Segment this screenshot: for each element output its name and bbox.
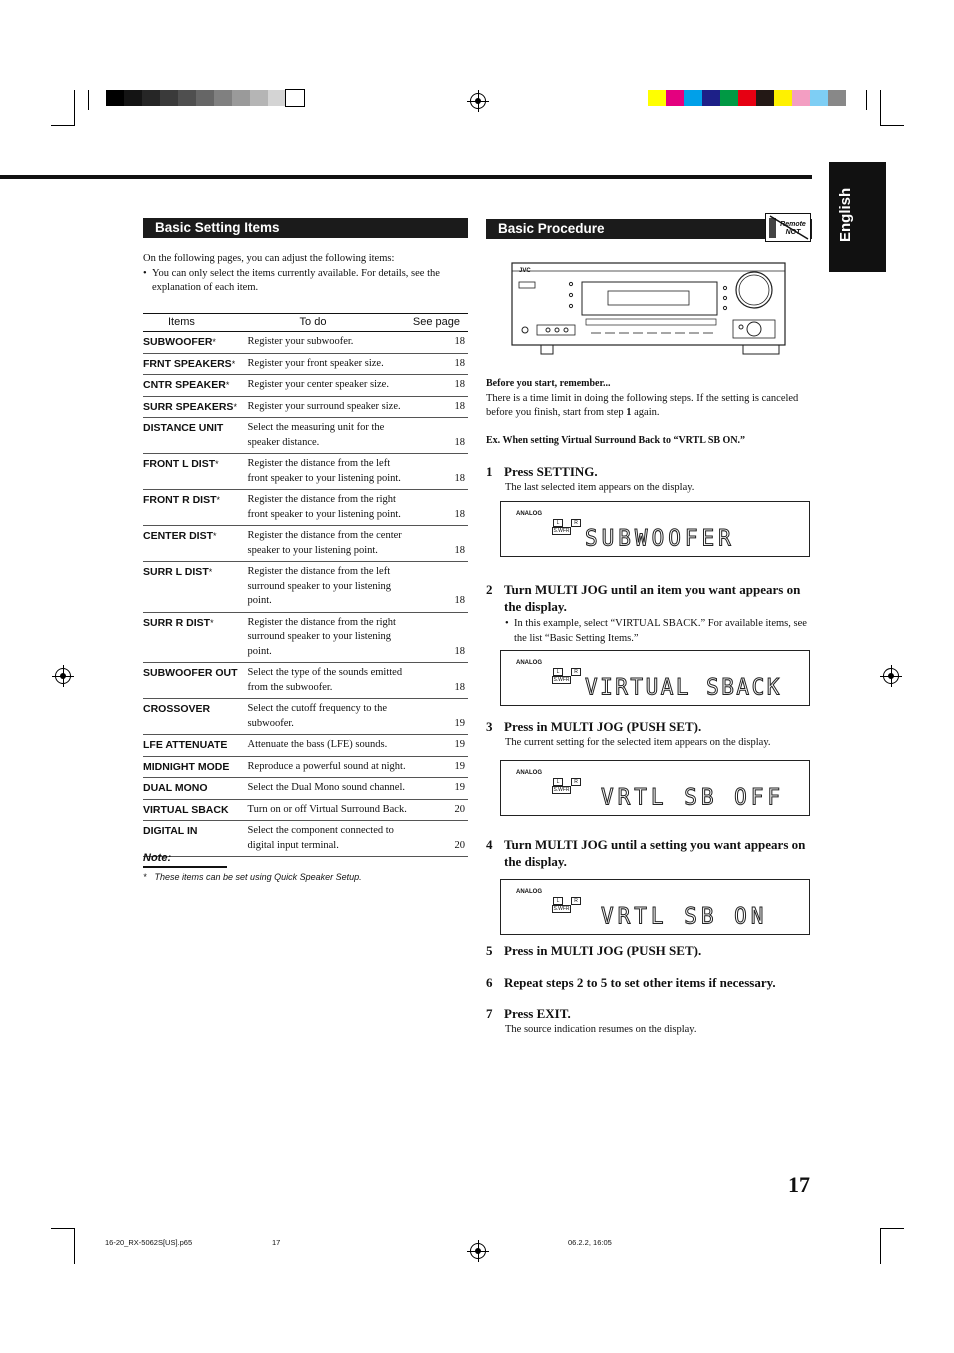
step-description-text: In this example, select “VIRTUAL SBACK.” For available items, see the list “Basic Setting Items.”	[514, 618, 807, 644]
footer-page: 17	[272, 1238, 281, 1247]
footer-date: 06.2.2, 16:05	[568, 1238, 612, 1247]
footer-file: 16-20_RX-5062S[US].p65	[105, 1238, 193, 1247]
step-description: • In this example, select “VIRTUAL SBACK.” For available items, see the list “Basic Setting Items.”	[486, 616, 812, 646]
display-readout: VRTL SB ON	[601, 903, 768, 929]
row-page-cell: 20	[413, 799, 468, 821]
r-indicator: R	[571, 668, 581, 676]
crop-mark	[88, 90, 89, 110]
crop-mark	[51, 1228, 75, 1229]
row-item-cell	[143, 562, 248, 613]
item-name: FRONT R DIST	[143, 494, 217, 506]
step-title: Turn MULTI JOG until a setting you want appears on the display.	[504, 837, 806, 869]
analog-indicator: ANALOG	[516, 770, 542, 776]
note-label: Note:	[143, 852, 172, 864]
note-text: * These items can be set using Quick Speaker Setup.	[143, 872, 362, 882]
table-row	[143, 418, 468, 454]
asterisk-icon: *	[213, 531, 217, 541]
row-page-cell: 18	[413, 490, 468, 526]
row-page-cell: 18	[413, 375, 468, 397]
swfr-indicator: S.WFR	[553, 528, 570, 534]
color-swatch	[810, 90, 828, 106]
before-text-part: There is a time limit in doing the following steps. If the setting is canceled before you finish, start from step	[486, 392, 799, 418]
color-swatch	[684, 90, 702, 106]
row-page-cell: 19	[413, 756, 468, 778]
color-swatch	[792, 90, 810, 106]
color-swatch	[160, 90, 178, 106]
display-readout: VRTL SB OFF	[601, 784, 785, 810]
row-page-cell: 18	[413, 396, 468, 418]
registration-mark-icon	[470, 93, 486, 109]
intro-text	[143, 252, 468, 296]
step-number: 1	[486, 464, 493, 479]
swfr-indicator: S.WFR	[553, 787, 570, 793]
color-swatch	[142, 90, 160, 106]
header-todo: To do	[248, 314, 413, 332]
display-panel	[500, 650, 810, 706]
asterisk-icon: *	[210, 617, 214, 628]
table-row	[143, 699, 468, 735]
step-title: Repeat steps 2 to 5 to set other items if necessary.	[504, 975, 776, 990]
table-row	[143, 735, 468, 757]
step-description: The source indication resumes on the display.	[505, 1024, 697, 1035]
color-swatch	[232, 90, 250, 106]
item-name: SUBWOOFER	[143, 336, 213, 348]
remote-not-badge	[765, 213, 811, 242]
row-todo-cell: Register the distance from the right surround speaker to your listening point.	[248, 612, 413, 663]
row-todo-cell: Register your subwoofer.	[248, 332, 413, 354]
swfr-indicator: S.WFR	[553, 906, 570, 912]
asterisk-icon: *	[208, 567, 213, 577]
color-swatch	[828, 90, 846, 106]
item-name: SUBWOOFER OUT	[143, 667, 238, 679]
step-title: Press SETTING.	[504, 464, 598, 479]
before-title: Before you start, remember...	[486, 378, 611, 389]
registration-mark-icon	[55, 668, 71, 684]
intro-bullet-text: You can only select the items currently available. For details, see the explanation of each item.	[152, 267, 440, 293]
display-panel	[500, 879, 810, 935]
display-readout: SUBWOOFER	[585, 525, 735, 551]
step-4	[486, 836, 812, 870]
table-row	[143, 375, 468, 397]
color-swatch	[666, 90, 684, 106]
table-header-row	[143, 314, 468, 332]
row-todo-cell: Select the Dual Mono sound channel.	[248, 778, 413, 800]
row-page-cell: 19	[413, 735, 468, 757]
before-text-bold: 1	[626, 407, 632, 418]
table-row	[143, 353, 468, 375]
step-number: 2	[486, 582, 493, 597]
step-number: 6	[486, 975, 493, 990]
step-1	[486, 463, 812, 495]
example-caption: Ex. When setting Virtual Surround Back to “VRTL SB ON.”	[486, 435, 746, 446]
asterisk-icon: *	[233, 401, 237, 412]
registration-mark-icon	[470, 1243, 486, 1259]
step-number: 7	[486, 1006, 493, 1021]
row-item-cell	[143, 526, 248, 562]
table-row	[143, 396, 468, 418]
asterisk-icon: *	[216, 495, 221, 505]
item-name: DUAL MONO	[143, 782, 208, 794]
row-page-cell: 18	[413, 663, 468, 699]
table-row	[143, 562, 468, 613]
item-name: MIDNIGHT MODE	[143, 760, 230, 773]
row-page-cell: 19	[413, 778, 468, 800]
crop-mark	[74, 1228, 75, 1264]
step-6	[486, 974, 816, 991]
item-name: CNTR SPEAKER	[143, 379, 226, 391]
color-swatch	[774, 90, 792, 106]
row-todo-cell: Register your surround speaker size.	[248, 396, 413, 418]
row-page-cell: 18	[413, 562, 468, 613]
basic-procedure-heading: Basic Procedure	[486, 219, 812, 239]
row-page-cell: 18	[413, 454, 468, 490]
color-swatch	[756, 90, 774, 106]
before-text	[486, 392, 812, 421]
analog-indicator: ANALOG	[516, 660, 542, 666]
row-item-cell	[143, 778, 248, 800]
row-item-cell	[143, 735, 248, 757]
step-number: 5	[486, 943, 493, 958]
color-swatch	[648, 90, 666, 106]
table-row	[143, 756, 468, 778]
registration-mark-icon	[883, 668, 899, 684]
item-name: CROSSOVER	[143, 703, 211, 715]
receiver-front-panel-icon	[511, 262, 786, 357]
row-todo-cell: Register the distance from the center speaker to your listening point.	[248, 526, 413, 562]
language-tab	[829, 162, 886, 272]
item-name: SURR SPEAKERS	[143, 400, 234, 413]
analog-indicator: ANALOG	[516, 889, 542, 895]
note-underline	[143, 866, 227, 868]
item-name: SURR L DIST	[143, 566, 209, 578]
step-number: 4	[486, 837, 493, 852]
asterisk-icon: *	[215, 459, 219, 469]
asterisk-icon: *	[212, 337, 216, 347]
row-todo-cell: Reproduce a powerful sound at night.	[248, 756, 413, 778]
note-text-content: These items can be set using Quick Speaker Setup.	[154, 872, 362, 882]
swfr-indicator: S.WFR	[553, 677, 570, 683]
item-name: FRONT L DIST	[143, 458, 216, 470]
row-page-cell: 20	[413, 821, 468, 857]
step-description: The current setting for the selected item appears on the display.	[505, 737, 771, 748]
settings-table	[143, 313, 468, 857]
analog-indicator: ANALOG	[516, 511, 542, 517]
table-body	[143, 332, 468, 857]
color-swatch	[268, 90, 286, 106]
row-todo-cell: Register your center speaker size.	[248, 375, 413, 397]
remote-not-text: Remote NOT	[780, 221, 806, 236]
l-indicator: L	[553, 668, 563, 676]
r-indicator: R	[571, 778, 581, 786]
top-rule	[0, 175, 812, 179]
item-name: FRNT SPEAKERS	[143, 357, 232, 370]
r-indicator: R	[571, 897, 581, 905]
color-swatch	[196, 90, 214, 106]
item-name: SURR R DIST	[143, 616, 211, 629]
step-7	[486, 1005, 812, 1037]
table-row	[143, 778, 468, 800]
row-todo-cell: Register your front speaker size.	[248, 353, 413, 375]
row-todo-cell: Select the component connected to digital input terminal.	[248, 821, 413, 857]
l-indicator: L	[553, 519, 563, 527]
display-panel	[500, 760, 810, 816]
row-page-cell: 19	[413, 699, 468, 735]
row-todo-cell: Select the measuring unit for the speaker distance.	[248, 418, 413, 454]
table-row	[143, 332, 468, 354]
row-page-cell: 18	[413, 526, 468, 562]
crop-mark	[880, 1228, 904, 1229]
step-number: 3	[486, 719, 493, 734]
color-swatch	[214, 90, 232, 106]
step-title: Press in MULTI JOG (PUSH SET).	[504, 719, 702, 734]
crop-mark	[74, 90, 75, 126]
display-panel	[500, 501, 810, 557]
table-row	[143, 526, 468, 562]
step-title: Press EXIT.	[504, 1006, 571, 1021]
row-page-cell: 18	[413, 612, 468, 663]
crop-mark	[866, 90, 867, 110]
row-item-cell	[143, 663, 248, 699]
step-2	[486, 581, 812, 646]
step-title: Press in MULTI JOG (PUSH SET).	[504, 943, 702, 958]
row-page-cell: 18	[413, 332, 468, 354]
row-page-cell: 18	[413, 353, 468, 375]
display-readout: VIRTUAL SBACK	[585, 674, 782, 700]
row-item-cell	[143, 490, 248, 526]
color-swatch	[702, 90, 720, 106]
l-indicator: L	[553, 778, 563, 786]
row-todo-cell: Register the distance from the left front speaker to your listening point.	[248, 454, 413, 490]
item-name: DISTANCE UNIT	[143, 422, 224, 434]
step-3	[486, 718, 812, 750]
receiver-illustration	[511, 262, 786, 357]
row-item-cell	[143, 756, 248, 778]
color-swatch	[250, 90, 268, 106]
table-row	[143, 612, 468, 663]
color-swatch	[286, 90, 304, 106]
row-item-cell	[143, 454, 248, 490]
color-swatch	[106, 90, 124, 106]
header-items: Items	[143, 314, 248, 332]
color-swatch	[124, 90, 142, 106]
crop-mark	[51, 125, 75, 126]
table-row	[143, 454, 468, 490]
crop-mark	[880, 90, 881, 126]
table-row	[143, 663, 468, 699]
device-brand: JVC	[519, 268, 531, 274]
color-swatch	[738, 90, 756, 106]
row-todo-cell: Turn on or off Virtual Surround Back.	[248, 799, 413, 821]
item-name: LFE ATTENUATE	[143, 739, 228, 751]
item-name: VIRTUAL SBACK	[143, 803, 229, 816]
color-swatch	[178, 90, 196, 106]
row-todo-cell: Select the type of the sounds emitted from the subwoofer.	[248, 663, 413, 699]
asterisk-icon: *	[225, 380, 230, 390]
table-row	[143, 821, 468, 857]
r-indicator: R	[571, 519, 581, 527]
table-row	[143, 799, 468, 821]
intro-bullet: • You can only select the items currently available. For details, see the explanation of each item.	[143, 267, 468, 296]
crop-mark	[880, 125, 904, 126]
step-title: Turn MULTI JOG until an item you want appears on the display.	[504, 582, 801, 614]
before-you-start	[486, 377, 812, 421]
asterisk-icon: *	[231, 358, 236, 369]
table-row	[143, 490, 468, 526]
page-number: 17	[788, 1172, 810, 1197]
row-todo-cell: Register the distance from the right front speaker to your listening point.	[248, 490, 413, 526]
row-todo-cell: Select the cutoff frequency to the subwoofer.	[248, 699, 413, 735]
header-see-page: See page	[413, 314, 468, 332]
row-item-cell	[143, 612, 248, 663]
row-item-cell	[143, 332, 248, 354]
item-name: CENTER DIST	[143, 530, 214, 542]
step-description: The last selected item appears on the display.	[505, 482, 695, 493]
row-todo-cell: Register the distance from the left surround speaker to your listening point.	[248, 562, 413, 613]
basic-setting-items-heading: Basic Setting Items	[143, 218, 468, 238]
row-item-cell	[143, 418, 248, 454]
item-name: DIGITAL IN	[143, 825, 198, 837]
row-item-cell	[143, 375, 248, 397]
row-page-cell: 18	[413, 418, 468, 454]
l-indicator: L	[553, 897, 563, 905]
row-item-cell	[143, 396, 248, 418]
before-text-part: again.	[631, 407, 660, 418]
row-item-cell	[143, 799, 248, 821]
crop-mark	[880, 1228, 881, 1264]
row-todo-cell: Attenuate the bass (LFE) sounds.	[248, 735, 413, 757]
intro-line: On the following pages, you can adjust the following items:	[143, 253, 395, 264]
row-item-cell	[143, 699, 248, 735]
step-5	[486, 942, 812, 959]
color-swatch	[720, 90, 738, 106]
language-tab-label: English	[837, 187, 854, 242]
row-item-cell	[143, 353, 248, 375]
